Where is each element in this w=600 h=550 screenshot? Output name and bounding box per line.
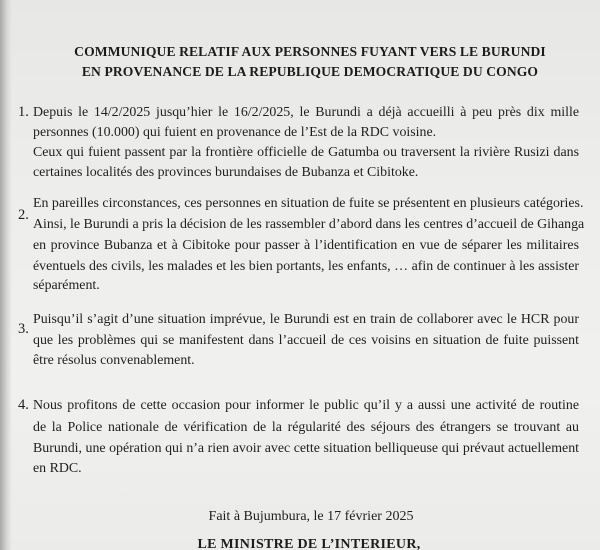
paragraph-4-line: Nous profitons de cette occasion pour informer le public qu’il y a aussi une activité de routine (33, 398, 579, 413)
paragraph-4-line: de la Police nationale de vérification de la régularité des séjours des étrangers se trouvant au (33, 420, 579, 435)
place-and-date: Fait à Bujumbura, le 17 février 2025 (208, 509, 414, 524)
paragraph-2-line: En pareilles circonstances, ces personnes en situation de fuite se présentent en plusieurs catégories. (33, 196, 584, 211)
paragraph-2-line: séparément. (33, 278, 100, 293)
title-line-1: COMMUNIQUE RELATIF AUX PERSONNES FUYANT VERS LE BURUNDI (74, 44, 546, 59)
paragraph-2-line: Ainsi, le Burundi a pris la décision de les rassembler d’abord dans les centres d’accueil de Gihanga (33, 217, 585, 232)
paragraph-1-number: 1. (18, 104, 29, 120)
paragraph-2-line: en province Bubanza et à Cibitoke pour passer à l’identification en vue de séparer les militaires (33, 238, 579, 253)
paragraph-4-line: en RDC. (33, 461, 82, 476)
paragraph-4-line: Burundi, une opération qui n’a rien avoir avec cette situation belliqueuse qui prévaut actuellement (33, 441, 579, 456)
paragraph-1-line: Ceux qui fuient passent par la frontière officielle de Gatumba ou traversent la rivière Rusizi dans (33, 145, 579, 160)
page-edge-shadow (0, 0, 12, 550)
paragraph-3-number: 3. (18, 321, 29, 337)
paragraph-3-line: Puisqu’il s’agit d’une situation imprévue, le Burundi est en train de collaborer avec le HCR pour (33, 312, 579, 327)
signatory-title: LE MINISTRE DE L’INTERIEUR, (197, 537, 421, 550)
paragraph-2-line: éventuels des civils, les malades et les bien portants, les enfants, … afin de continuer à les assister (33, 259, 579, 274)
paragraph-3-line: être résolus convenablement. (33, 353, 195, 368)
paragraph-2-number: 2. (18, 207, 29, 223)
paragraph-4-number: 4. (18, 397, 29, 413)
paragraph-1-line: Depuis le 14/2/2025 jusqu’hier le 16/2/2025, le Burundi a déjà accueilli à peu près dix mille (33, 105, 579, 120)
title-line-2: EN PROVENANCE DE LA REPUBLIQUE DEMOCRATIQUE DU CONGO (81, 64, 539, 79)
paragraph-3-line: que les problèmes qui se manifestent dans l’accueil de ces voisins en situation de fuite puissent (33, 333, 579, 348)
paragraph-1-line: certaines localités des provinces burundaises de Bubanza et Cibitoke. (33, 165, 419, 180)
paragraph-1-line: personnes (10.000) qui fuient en provenance de l’Est de la RDC voisine. (33, 125, 437, 140)
